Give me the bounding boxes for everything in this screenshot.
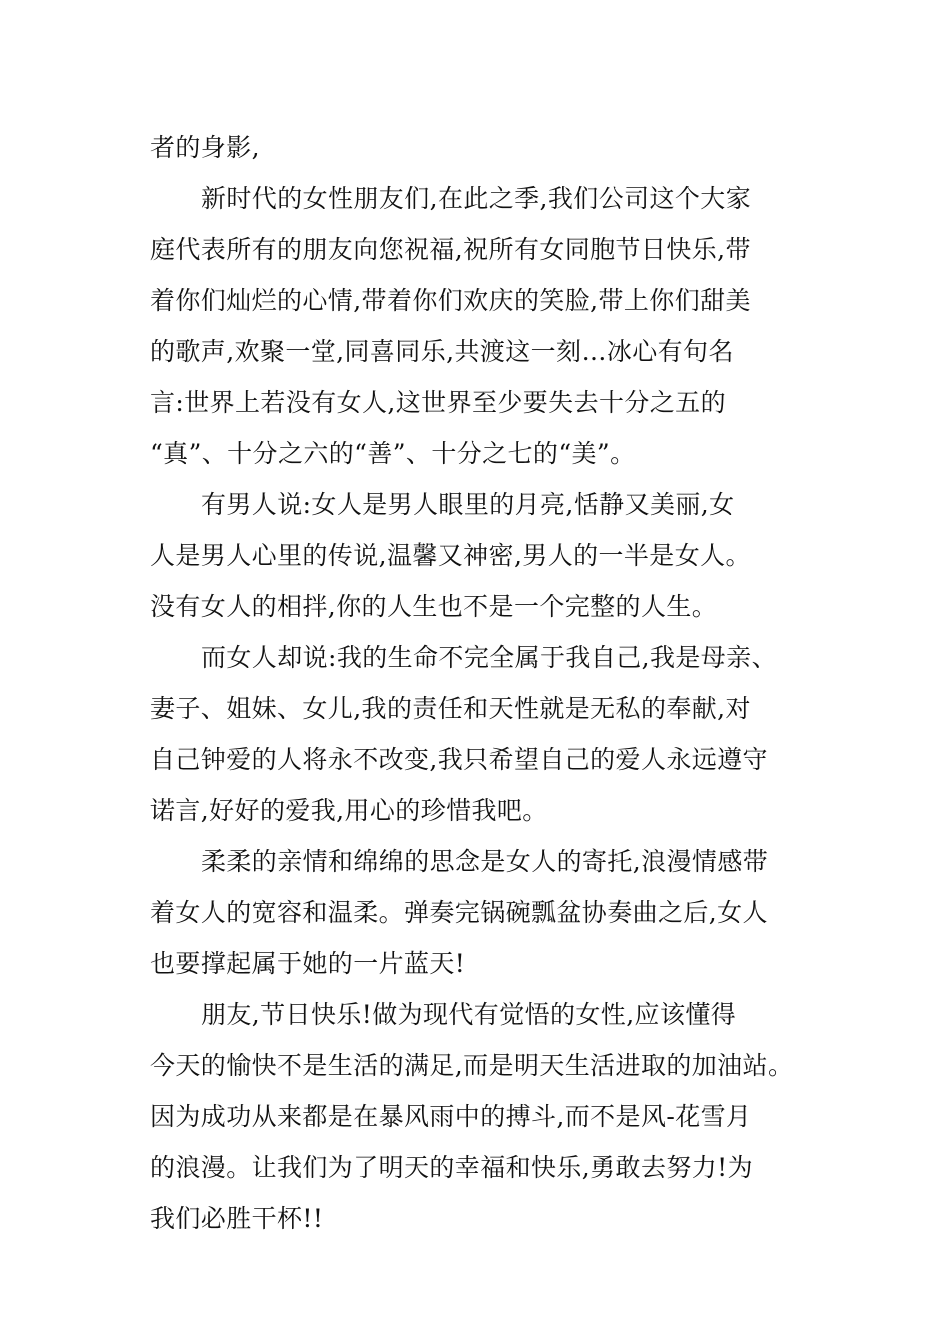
text-line: 的歌声,欢聚一堂,同喜同乐,共渡这一刻…冰心有句名 <box>150 337 734 366</box>
paragraph-start-line: 柔柔的亲情和绵绵的思念是女人的寄托,浪漫情感带 <box>201 847 769 876</box>
text-line: 诺言,好好的爱我,用心的珍惜我吧。 <box>150 796 548 825</box>
text-line: “真”、十分之六的“善”、十分之七的“美”。 <box>150 439 636 468</box>
paragraph-start-line: 新时代的女性朋友们,在此之季,我们公司这个大家 <box>201 184 752 213</box>
text-line: 因为成功从来都是在暴风雨中的搏斗,而不是风-花雪月 <box>150 1102 752 1131</box>
text-line: 言:世界上若没有女人,这世界至少要失去十分之五的 <box>150 388 726 417</box>
text-line: 人是男人心里的传说,温馨又神密,男人的一半是女人。 <box>150 541 751 570</box>
text-line: 没有女人的相拌,你的人生也不是一个完整的人生。 <box>150 592 718 621</box>
paragraph-start-line: 而女人却说:我的生命不完全属于我自己,我是母亲、 <box>201 643 777 672</box>
paragraph-start-line: 朋友,节日快乐!做为现代有觉悟的女性,应该懂得 <box>201 1000 737 1029</box>
text-line: 着女人的宽容和温柔。弹奏完锅碗瓢盆协奏曲之后,女人 <box>150 898 768 927</box>
text-line: 妻子、姐妹、女儿,我的责任和天性就是无私的奉献,对 <box>150 694 751 723</box>
document-body <box>150 122 820 1244</box>
text-line: 也要撑起属于她的一片蓝天! <box>150 949 466 978</box>
paragraph-start-line: 有男人说:女人是男人眼里的月亮,恬静又美丽,女 <box>201 490 735 519</box>
text-line: 的浪漫。让我们为了明天的幸福和快乐,勇敢去努力!为 <box>150 1153 753 1182</box>
text-line: 庭代表所有的朋友向您祝福,祝所有女同胞节日快乐,带 <box>150 235 751 264</box>
text-line: 自己钟爱的人将永不改变,我只希望自己的爱人永远遵守 <box>150 745 768 774</box>
text-line: 着你们灿烂的心情,带着你们欢庆的笑脸,带上你们甜美 <box>150 286 751 315</box>
text-line: 者的身影, <box>150 133 260 162</box>
text-line: 我们必胜干杯!! <box>150 1204 324 1233</box>
text-line: 今天的愉快不是生活的满足,而是明天生活进取的加油站。 <box>150 1051 794 1080</box>
